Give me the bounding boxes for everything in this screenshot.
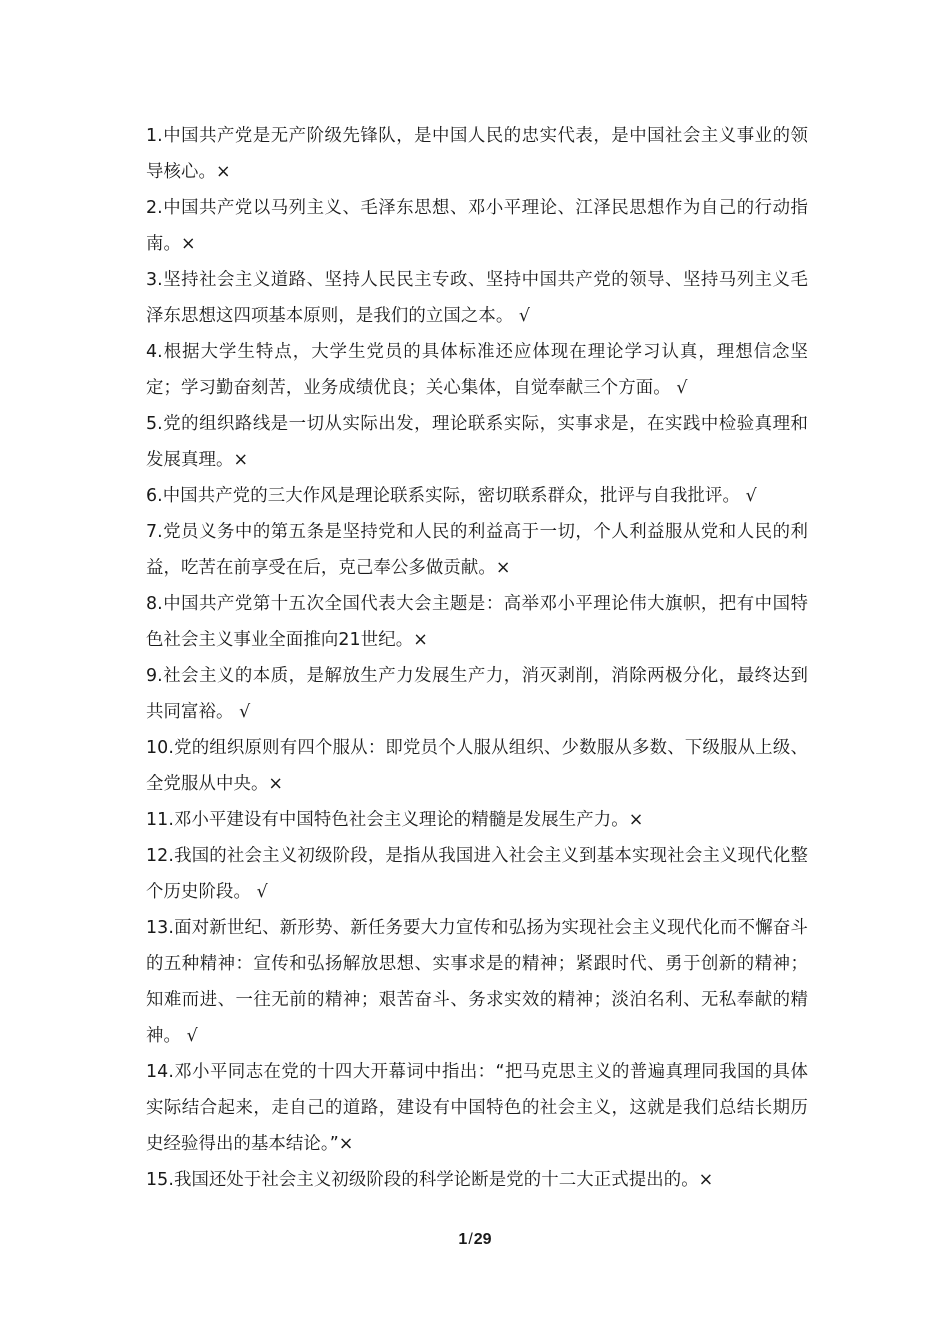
question-list [146, 118, 808, 1198]
page-separator: / [468, 1231, 473, 1248]
question-item-6: 6.中国共产党的三大作风是理论联系实际，密切联系群众，批评与自我批评。 √ [146, 486, 757, 506]
current-page-number: 1 [458, 1231, 468, 1248]
question-item-3: 3.坚持社会主义道路、坚持人民民主专政、坚持中国共产党的领导、坚持马列主义毛泽东思想这四项基本原则，是我们的立国之本。 √ [146, 270, 808, 326]
question-item-15: 15.我国还处于社会主义初级阶段的科学论断是党的十二大正式提出的。× [146, 1170, 714, 1190]
page-number [0, 1228, 950, 1252]
question-item-14: 14.邓小平同志在党的十四大开幕词中指出：“把马克思主义的普遍真理同我国的具体实际结合起来，走自己的道路，建设有中国特色的社会主义，这就是我们总结长期历史经验得出的基本结论。”× [146, 1062, 808, 1154]
question-item-4: 4.根据大学生特点，大学生党员的具体标准还应体现在理论学习认真，理想信念坚定；学习勤奋刻苦，业务成绩优良；关心集体，自觉奉献三个方面。 √ [146, 342, 808, 398]
question-item-13: 13.面对新世纪、新形势、新任务要大力宣传和弘扬为实现社会主义现代化而不懈奋斗的五种精神：宣传和弘扬解放思想、实事求是的精神；紧跟时代、勇于创新的精神；知难而进、一往无前的精神；艰苦奋斗、务求实效的精神；淡泊名利、无私奉献的精神。 √ [146, 918, 808, 1046]
question-item-8: 8.中国共产党第十五次全国代表大会主题是：高举邓小平理论伟大旗帜，把有中国特色社会主义事业全面推向21世纪。× [146, 594, 808, 650]
question-item-2: 2.中国共产党以马列主义、毛泽东思想、邓小平理论、江泽民思想作为自己的行动指南。× [146, 198, 808, 254]
question-item-10: 10.党的组织原则有四个服从：即党员个人服从组织、少数服从多数、下级服从上级、全党服从中央。× [146, 738, 808, 794]
question-item-1: 1.中国共产党是无产阶级先锋队，是中国人民的忠实代表，是中国社会主义事业的领导核心。× [146, 126, 808, 182]
question-item-11: 11.邓小平建设有中国特色社会主义理论的精髓是发展生产力。× [146, 810, 644, 830]
total-pages-number: 29 [473, 1231, 492, 1248]
question-item-7: 7.党员义务中的第五条是坚持党和人民的利益高于一切，个人利益服从党和人民的利益，吃苦在前享受在后，克己奉公多做贡献。× [146, 522, 808, 578]
question-item-5: 5.党的组织路线是一切从实际出发，理论联系实际，实事求是，在实践中检验真理和发展真理。× [146, 414, 808, 470]
question-item-9: 9.社会主义的本质，是解放生产力发展生产力，消灭剥削，消除两极分化，最终达到共同富裕。 √ [146, 666, 808, 722]
question-item-12: 12.我国的社会主义初级阶段，是指从我国进入社会主义到基本实现社会主义现代化整个历史阶段。 √ [146, 846, 808, 902]
